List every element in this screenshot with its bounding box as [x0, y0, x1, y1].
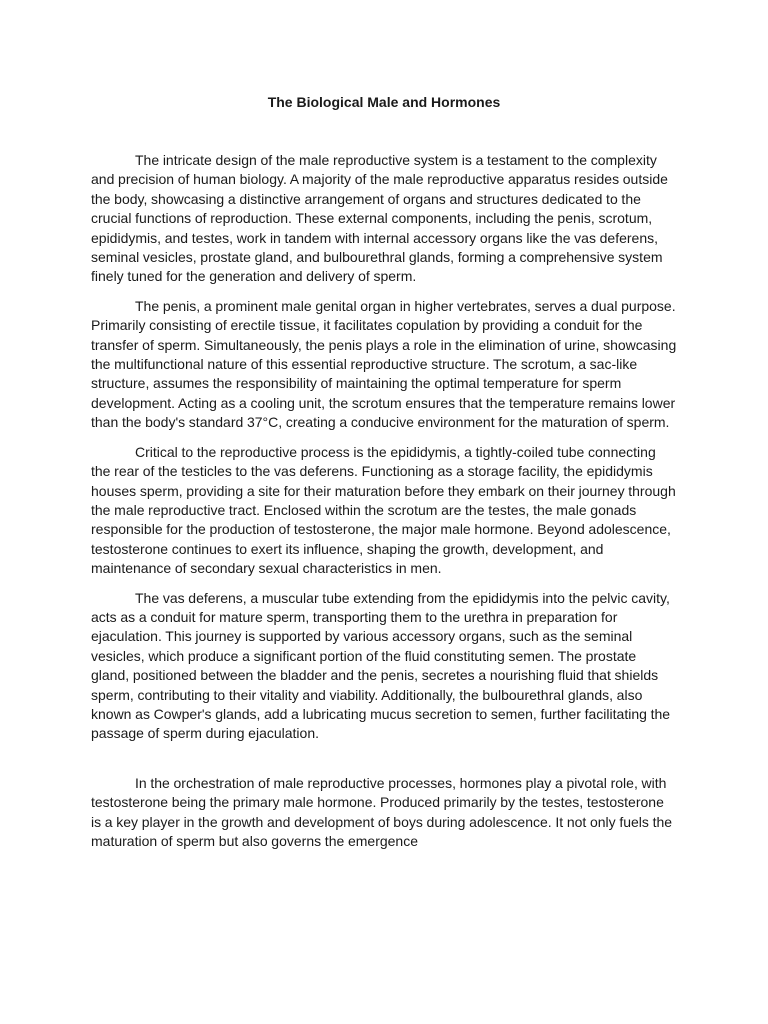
- paragraph-5: In the orchestration of male reproductive processes, hormones play a pivotal role, with testosterone being the primary male hormone. Produced primarily by the testes, testosterone is a key player in the growth and development of boys during adolescence. It not only fuels the maturation of sperm but also governs the emergence: [91, 774, 673, 849]
- paragraph-spacer: [91, 744, 677, 774]
- paragraph-spacer: [91, 287, 677, 297]
- paragraph-spacer: [91, 433, 677, 443]
- paragraph-4: The vas deferens, a muscular tube extending from the epididymis into the pelvic cavity, acts as a conduit for mature sperm, transporting them to the urethra in preparation for ejaculation. This journey is supported by various accessory organs, such as the seminal vesicles, which produce a significant portion of the fluid constituting semen. The prostate gland, positioned between the bladder and the penis, secretes a nourishing fluid that shields sperm, contributing to their vitality and viability. Additionally, the bulbourethral glands, also known as Cowper's glands, add a lubricating mucus secretion to semen, further facilitating the passage of sperm during ejaculation.: [91, 589, 671, 742]
- paragraph-1: The intricate design of the male reproductive system is a testament to the complexity and precision of human biology. A majority of the male reproductive apparatus resides outside the body, showcasing a distinctive arrangement of organs and structures dedicated to the crucial functions of reproduction. These external components, including the penis, scrotum, epididymis, and testes, work in tandem with internal accessory organs like the vas deferens, seminal vesicles, prostate gland, and bulbourethral glands, forming a comprehensive system finely tuned for the generation and delivery of sperm.: [91, 152, 668, 285]
- paragraph-3: Critical to the reproductive process is the epididymis, a tightly-coiled tube connecting the rear of the testicles to the vas deferens. Functioning as a storage facility, the epididymis houses sperm, providing a site for their maturation before they embark on their journey through the male reproductive tract. Enclosed within the scrotum are the testes, the male gonads responsible for the production of testosterone, the major male hormone. Beyond adolescence, testosterone continues to exert its influence, shaping the growth, development, and maintenance of secondary sexual characteristics in men.: [91, 443, 676, 577]
- paragraph-2: The penis, a prominent male genital organ in higher vertebrates, serves a dual purpose. Primarily consisting of erectile tissue, it facilitates copulation by providing a conduit for the transfer of sperm. Simultaneously, the penis plays a role in the elimination of urine, showcasing the multifunctional nature of this essential reproductive structure. The scrotum, a sac-like structure, assumes the responsibility of maintaining the optimal temperature for sperm development. Acting as a cooling unit, the scrotum ensures that the temperature remains lower than the body's standard 37°C, creating a conducive environment for the maturation of sperm.: [91, 297, 677, 431]
- document-body: [91, 151, 677, 851]
- paragraph-spacer: [91, 579, 677, 589]
- document-title: The Biological Male and Hormones: [267, 94, 501, 110]
